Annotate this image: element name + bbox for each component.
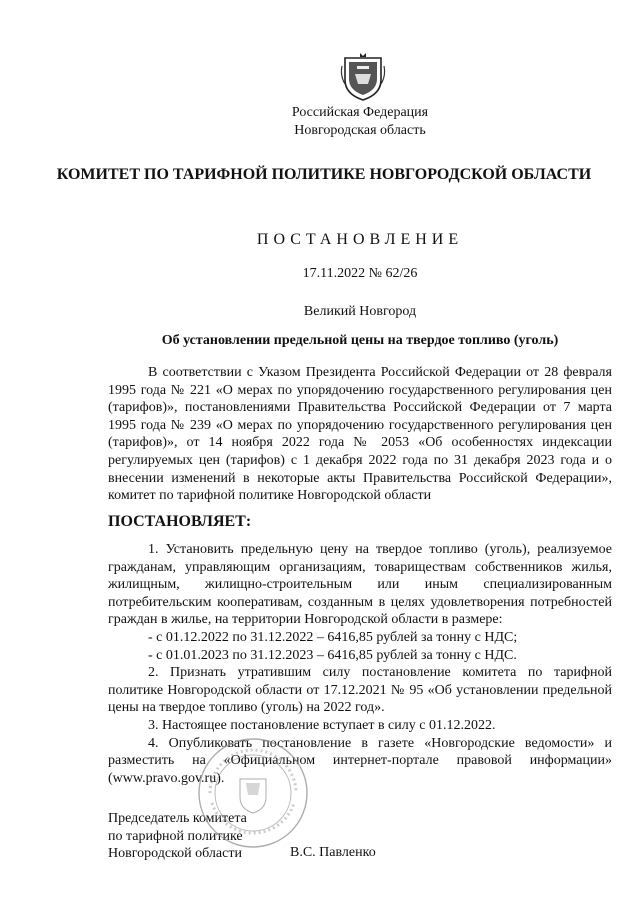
committee-title: КОМИТЕТ ПО ТАРИФНОЙ ПОЛИТИКЕ НОВГОРОДСКОЙ ОБЛАСТИ — [56, 166, 592, 183]
signature-block — [108, 810, 247, 863]
price-line-2022: - с 01.12.2022 по 31.12.2022 – 6416,85 рублей за тонну с НДС; — [148, 629, 518, 645]
header-country-block — [40, 104, 640, 140]
country-name: Российская Федерация — [291, 105, 429, 120]
city: Великий Новгород — [303, 304, 417, 319]
signer-title-line-1: Председатель комитета — [108, 811, 247, 826]
resolution-items — [108, 541, 612, 787]
item-3: 3. Настоящее постановление вступает в силу с 01.12.2022. — [148, 717, 496, 733]
price-line-2023: - с 01.01.2023 по 31.12.2023 – 6416,85 рублей за тонну с НДС. — [148, 647, 517, 663]
document-type: ПОСТАНОВЛЕНИЕ — [256, 231, 464, 248]
preamble-paragraph: В соответствии с Указом Президента Российской Федерации от 28 февраля 1995 года № 221 «О мерах по упорядочению государственного регулирования цен (тарифов)», постановлениями Правительства Российской Федерации от 7 марта 1995 года № 239 «О мерах по упорядочению государственного регулирования цен (тарифов)», от 14 ноября 2022 года № 2053 «Об особенностях индексации регулируемых цен (тарифов) с 1 декабря 2022 года по 31 декабря 2023 года и о внесении изменений в некоторые акты Правительства Российской Федерации», комитет по тарифной политике Новгородской области — [108, 365, 612, 504]
signer-title-line-3: Новгородской области — [108, 846, 242, 861]
item-1: 1. Установить предельную цену на твердое топливо (уголь), реализуемое гражданам, управляющим организациям, товариществам собственников жилья, жилищным, жилищно-строительным или иным специализированным потребительским кооперативам, созданным в целях удовлетворения потребностей граждан в жилье, на территории Новгородской области в размере: — [108, 542, 612, 628]
preamble-block — [108, 364, 612, 505]
signer-title-line-2: по тарифной политике — [108, 828, 243, 844]
item-2: 2. Признать утратившим силу постановление комитета по тарифной политике Новгородской области от 17.12.2021 № 95 «Об установлении предельной цены на твердое топливо (уголь) на 2022 год». — [108, 665, 612, 716]
region-name: Новгородская область — [294, 123, 426, 138]
document-subject: Об установлении предельной цены на твердое топливо (уголь) — [161, 333, 559, 348]
date-and-number: 17.11.2022 № 62/26 — [302, 266, 418, 281]
signer-name: В.С. Павленко — [290, 845, 376, 860]
coat-of-arms-icon — [340, 52, 386, 102]
item-4: 4. Опубликовать постановление в газете «Новгородские ведомости» и разместить на «Официальном интернет-портале правовой информации» (www.pravo.gov.ru). — [108, 735, 612, 786]
resolves-heading: ПОСТАНОВЛЯЕТ: — [108, 513, 252, 530]
